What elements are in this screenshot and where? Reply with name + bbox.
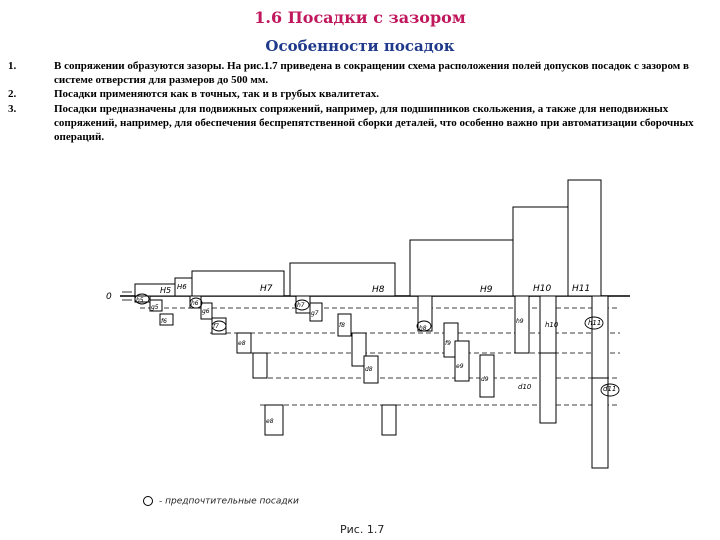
shaft-label-e8b: e8 <box>266 418 274 425</box>
shaft-field-h11 <box>592 296 608 378</box>
figure-caption: Рис. 1.7 <box>340 523 385 536</box>
shaft-label-h7: h7 <box>297 302 305 309</box>
shaft-label-g6: g6 <box>202 308 210 315</box>
shaft-label-d10: d10 <box>518 383 532 391</box>
shaft-label-f9: f9 <box>445 340 451 347</box>
shaft-label-h8: h8 <box>419 325 427 332</box>
circle-icon <box>143 496 153 506</box>
shaft-label-d8: d8 <box>365 366 373 373</box>
shaft-field-e8b <box>253 353 267 378</box>
hole-label-H6: H6 <box>177 283 187 291</box>
shaft-label-d11: d11 <box>603 385 617 393</box>
shaft-field-d9b <box>382 405 396 435</box>
hole-label-H11: H11 <box>572 284 591 294</box>
hole-field-H9 <box>410 240 515 296</box>
list-text: Посадки применяются как в точных, так и в грубых квалитетах. <box>54 88 379 101</box>
list-number: 3. <box>8 102 17 115</box>
hole-field-H10 <box>513 207 568 296</box>
shaft-label-e9: e9 <box>456 363 464 370</box>
shaft-label-f6: f6 <box>161 318 167 325</box>
list-item <box>8 59 698 87</box>
shaft-label-d9: d9 <box>481 376 489 383</box>
hole-label-H7: H7 <box>260 284 273 294</box>
hole-label-H8: H8 <box>372 285 385 295</box>
list-text: В сопряжении образуются зазоры. На рис.1.7 приведена в сокращении схема расположения полей допусков посадок с зазором в системе отверстия для размеров до 500 мм. <box>54 60 689 87</box>
shaft-field-e9 <box>455 341 469 381</box>
hole-label-H10: H10 <box>533 284 552 294</box>
hole-label-H9: H9 <box>480 285 493 295</box>
zero-label: 0 <box>106 292 112 302</box>
hole-field-H11 <box>568 180 601 296</box>
shaft-field-d10 <box>540 353 556 423</box>
shaft-label-g7: g7 <box>311 310 319 317</box>
slide-title: 1.6 Посадки с зазором <box>254 8 466 27</box>
legend <box>143 496 299 507</box>
shaft-label-f7: f7 <box>213 323 219 330</box>
shaft-label-h9: h9 <box>516 318 524 325</box>
legend-text: - предпочтительные посадки <box>159 496 299 507</box>
shaft-label-h10: h10 <box>545 321 559 329</box>
list-number: 1. <box>8 60 17 72</box>
features-list <box>8 59 698 144</box>
list-number: 2. <box>8 88 17 101</box>
slide-subtitle: Особенности посадок <box>265 37 455 55</box>
shaft-label-g5: g5 <box>151 304 159 311</box>
shaft-label-f8: f8 <box>339 322 345 329</box>
list-text: Посадки предназначены для подвижных сопряжений, например, для подшипников скольжения, а также для неподвижных сопряжений, например, для обеспечения беспрепятственной сборки деталей, что особенно важно при автоматизации сборочных операций. <box>54 102 694 144</box>
shaft-label-h11: h11 <box>588 319 602 327</box>
list-item <box>8 87 698 101</box>
tolerance-fields-diagram <box>100 175 640 475</box>
shaft-label-e8: e8 <box>238 340 246 347</box>
hole-label-H5: H5 <box>160 286 172 295</box>
shaft-label-h6: h6 <box>191 300 199 307</box>
shaft-label-h5: h5 <box>136 297 144 304</box>
list-item <box>8 102 698 145</box>
